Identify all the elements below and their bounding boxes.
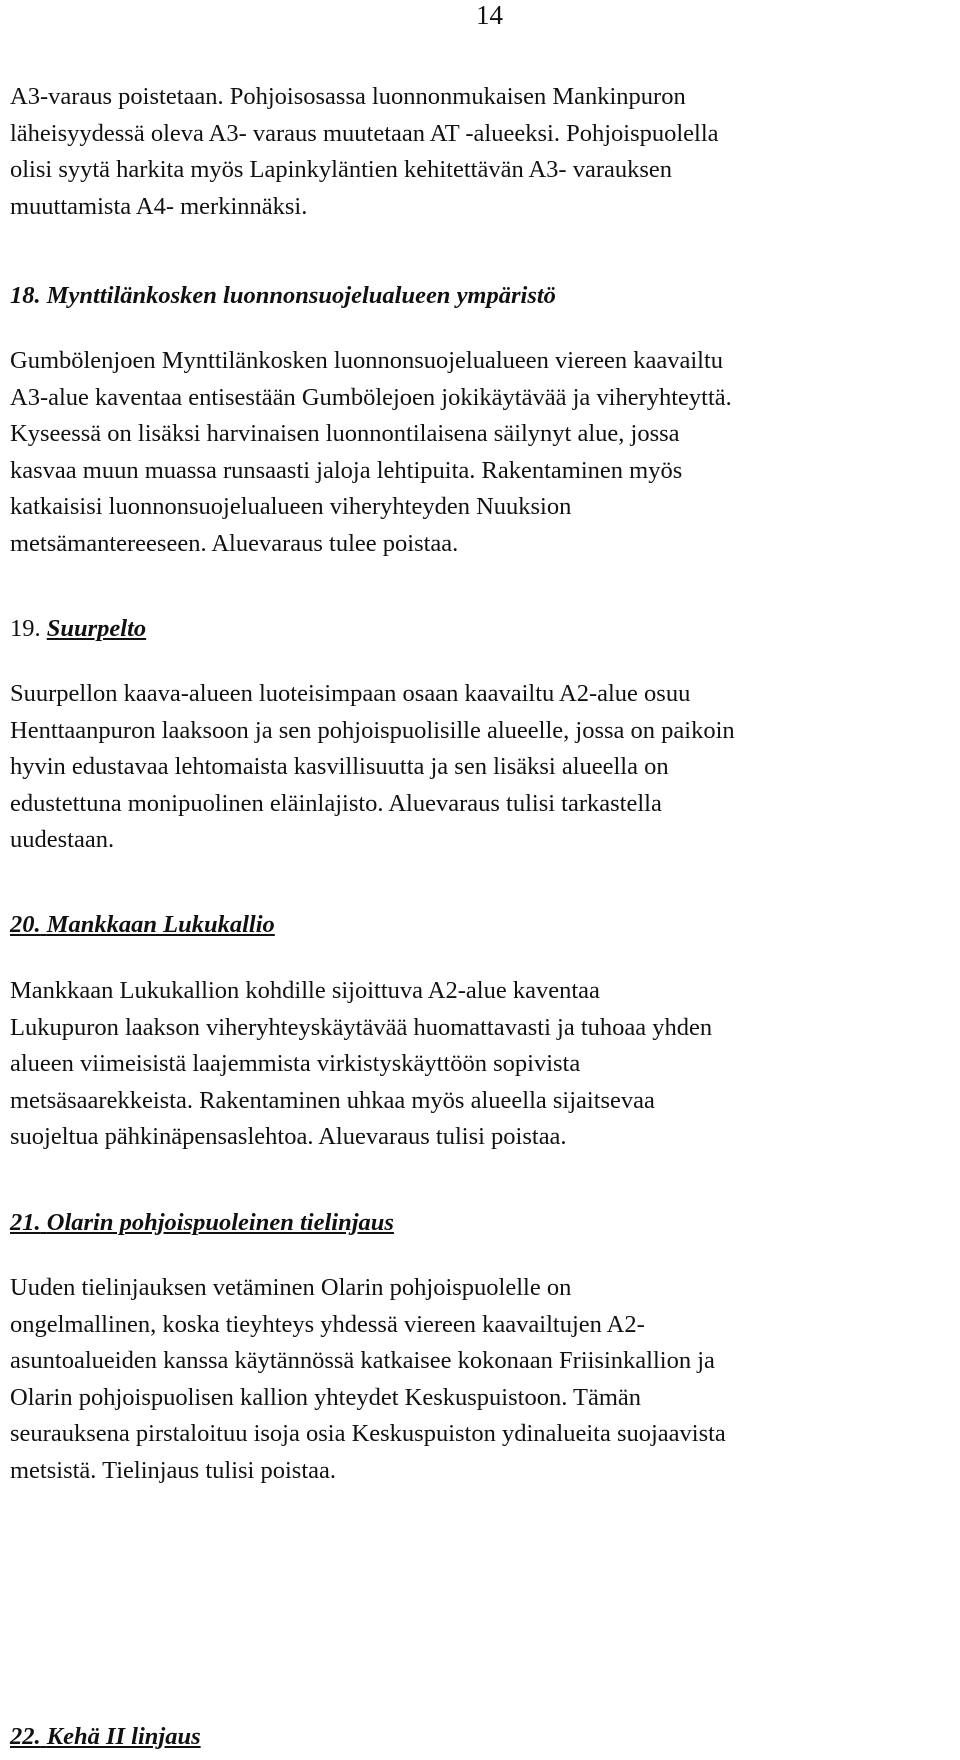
paragraph-line: edustettuna monipuolinen eläinlajisto. Aluevaraus tulisi tarkastella (10, 789, 662, 817)
paragraph-line: A3-alue kaventaa entisestään Gumbölejoen jokikäytävää ja viheryhteyttä. (10, 383, 732, 411)
paragraph-line: Lukupuron laakson viheryhteyskäytävää huomattavasti ja tuhoaa yhden (10, 1013, 713, 1041)
paragraph-line: läheisyydessä oleva A3- varaus muutetaan AT -alueeksi. Pohjoispuolella (10, 119, 719, 147)
paragraph-line: A3-varaus poistetaan. Pohjoisosassa luonnonmukaisen Mankinpuron (10, 83, 686, 110)
paragraph-line: seurauksena pirstaloituu isoja osia Keskuspuiston ydinalueita suojaavista (10, 1420, 726, 1448)
paragraph-line: kasvaa muun muassa runsaasti jaloja lehtipuita. Rakentaminen myös (10, 456, 683, 484)
section-number: 18. (10, 282, 41, 309)
paragraph-line: metsämantereeseen. Aluevaraus tulee poistaa. (10, 529, 459, 557)
paragraph-line: Mankkaan Lukukallion kohdille sijoittuva A2-alue kaventaa (10, 977, 600, 1004)
paragraph-line: alueen viimeisistä laajemmista virkistyskäyttöön sopivista (10, 1050, 581, 1078)
page-number: 14 (476, 0, 503, 30)
section-title: Olarin pohjoispuoleinen tielinjaus (46, 1209, 394, 1236)
section-number: 19. (10, 615, 41, 642)
section-number: 22. (10, 1723, 41, 1750)
section-21-heading (10, 1208, 394, 1238)
paragraph-line: Gumbölenjoen Mynttilänkosken luonnonsuojelualueen viereen kaavailtu (10, 347, 724, 374)
intro-paragraph (10, 79, 945, 225)
section-19-heading (10, 614, 146, 644)
section-number: 21. (10, 1209, 41, 1236)
paragraph-line: Kyseessä on lisäksi harvinaisen luonnontilaisena säilynyt alue, jossa (10, 420, 680, 448)
section-number: 20. (10, 911, 41, 938)
section-20-paragraph (10, 973, 945, 1156)
paragraph-line: metsistä. Tielinjaus tulisi poistaa. (10, 1456, 337, 1484)
paragraph-line: ongelmallinen, koska tieyhteys yhdessä viereen kaavailtujen A2- (10, 1310, 645, 1338)
paragraph-line: muuttamista A4- merkinnäksi. (10, 192, 308, 220)
paragraph-line: metsäsaarekkeista. Rakentaminen uhkaa myös alueella sijaitsevaa (10, 1086, 655, 1114)
paragraph-line: hyvin edustavaa lehtomaista kasvillisuutta ja sen lisäksi alueella on (10, 753, 669, 781)
section-19-paragraph (10, 676, 945, 859)
paragraph-line: Henttaanpuron laaksoon ja sen pohjoispuolisille alueelle, jossa on paikoin (10, 716, 735, 744)
paragraph-line: olisi syytä harkita myös Lapinkyläntien kehitettävän A3- varauksen (10, 156, 673, 184)
paragraph-line: Olarin pohjoispuolisen kallion yhteydet Keskuspuistoon. Tämän (10, 1383, 642, 1411)
section-title: Mankkaan Lukukallio (46, 911, 275, 938)
paragraph-line: Uuden tielinjauksen vetäminen Olarin pohjoispuolelle on (10, 1274, 572, 1301)
section-title: Kehä II linjaus (46, 1723, 201, 1750)
paragraph-line: asuntoalueiden kanssa käytännössä katkaisee kokonaan Friisinkallion ja (10, 1347, 715, 1375)
section-title: Mynttilänkosken luonnonsuojelualueen ympäristö (46, 282, 556, 309)
paragraph-line: uudestaan. (10, 826, 115, 854)
paragraph-line: katkaisisi luonnonsuojelualueen viheryhteyden Nuuksion (10, 493, 572, 521)
section-18-paragraph (10, 343, 945, 563)
section-22-heading (10, 1722, 201, 1752)
paragraph-line: suojeltua pähkinäpensaslehtoa. Aluevaraus tulisi poistaa. (10, 1123, 567, 1151)
section-20-heading (10, 910, 275, 940)
section-18-heading (10, 281, 556, 311)
paragraph-line: Suurpellon kaava-alueen luoteisimpaan osaan kaavailtu A2-alue osuu (10, 680, 691, 707)
section-21-paragraph (10, 1270, 945, 1490)
section-title: Suurpelto (46, 615, 147, 642)
